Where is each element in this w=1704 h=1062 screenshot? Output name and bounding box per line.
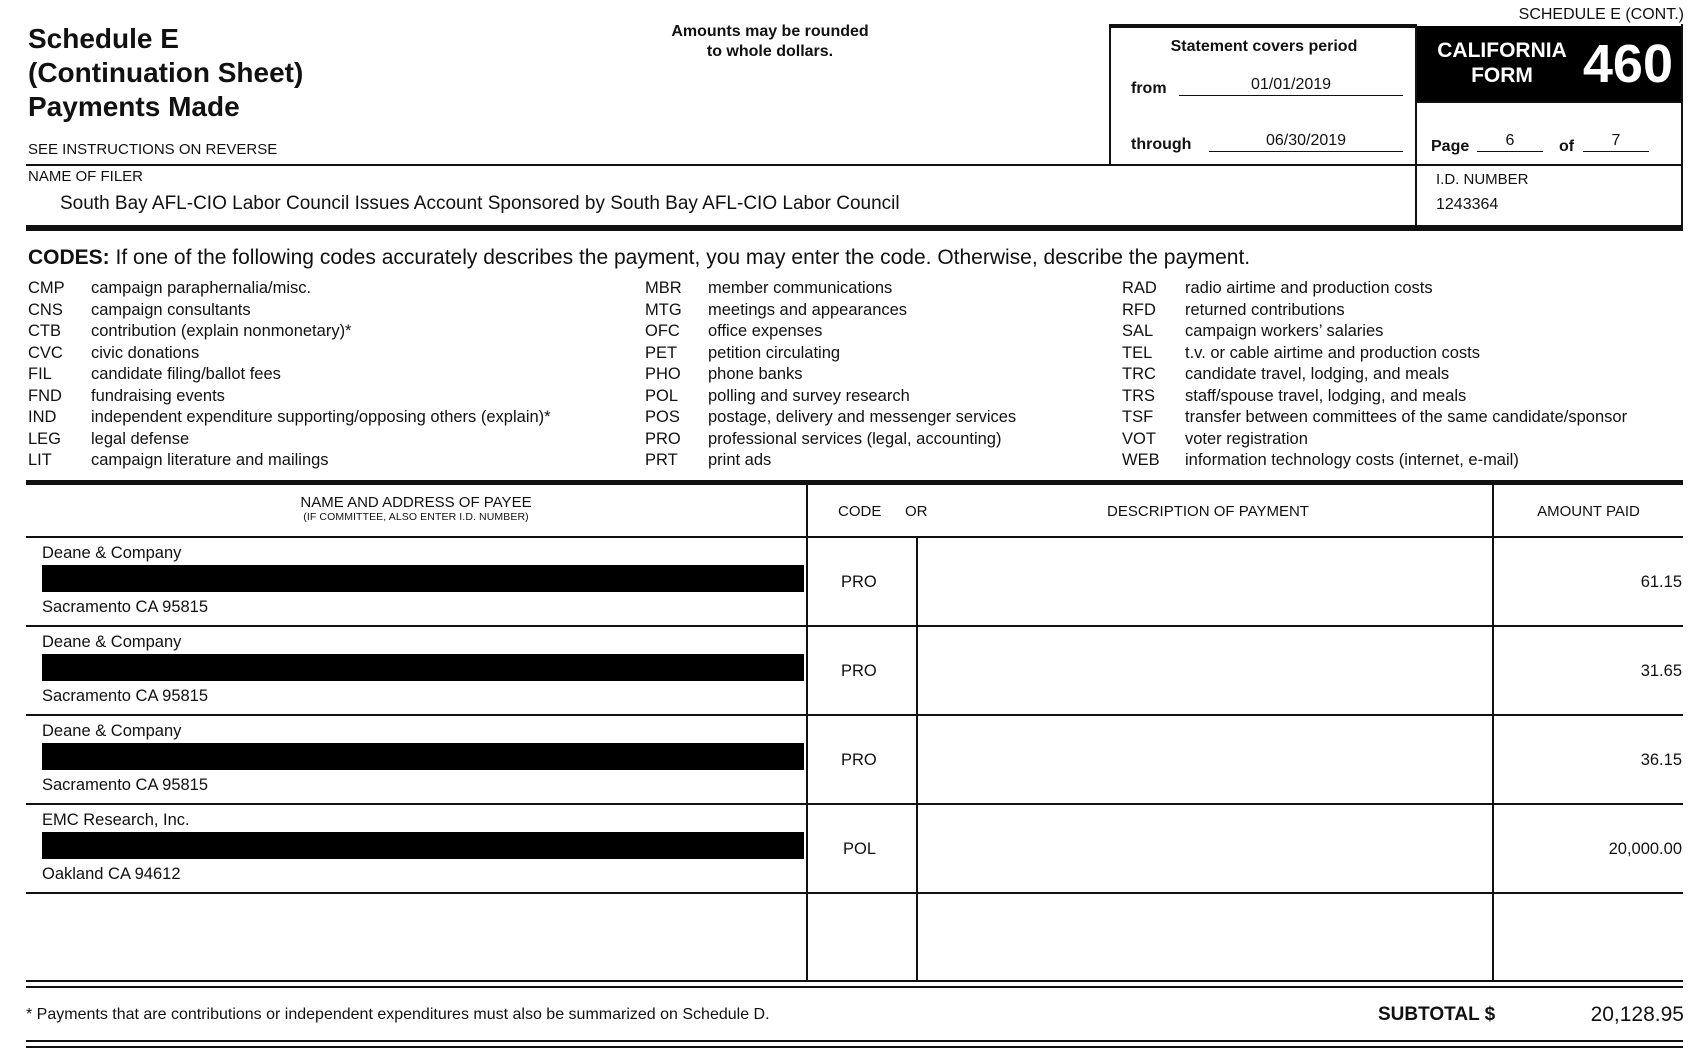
code-entry (645, 278, 1016, 300)
payee-column-header-label: NAME AND ADDRESS OF PAYEE (300, 494, 532, 511)
subtotal-label: SUBTOTAL $ (1378, 1004, 1496, 1025)
code-abbrev: POL (645, 386, 679, 405)
code-entry (1122, 407, 1627, 429)
code-entry (1122, 386, 1627, 408)
id-number-label: I.D. NUMBER (1436, 171, 1529, 188)
code-abbrev: CVC (28, 343, 63, 362)
code-entry (1122, 343, 1627, 365)
header-bottom-rule (26, 164, 1683, 166)
code-abbrev: PRO (645, 429, 681, 448)
filer-section-thick-rule (26, 225, 1683, 231)
code-entry (645, 321, 1016, 343)
code-description: campaign paraphernalia/misc. (91, 279, 312, 297)
page-number-area (1417, 102, 1683, 166)
payment-code[interactable]: PRO (841, 662, 877, 680)
code-description: civic donations (91, 343, 200, 362)
code-entry (1122, 450, 1627, 472)
of-label: of (1559, 138, 1575, 155)
code-entry (645, 429, 1016, 451)
code-abbrev: RFD (1122, 300, 1156, 319)
statement-period-title: Statement covers period (1170, 38, 1358, 55)
amount-column-header: AMOUNT PAID (1537, 503, 1640, 520)
description-column-header: DESCRIPTION OF PAYMENT (1107, 503, 1309, 520)
table-bottom-rule (26, 980, 1683, 982)
code-description: information technology costs (internet, e-mail) (1185, 451, 1519, 469)
code-abbrev: TRC (1122, 365, 1156, 383)
code-description: independent expenditure supporting/opposing others (explain)* (91, 408, 551, 426)
code-entry (1122, 278, 1627, 300)
description-amount-divider (1492, 485, 1494, 982)
code-abbrev: WEB (1122, 451, 1160, 469)
code-description-divider (916, 537, 918, 982)
redacted-address (42, 832, 804, 859)
code-description: phone banks (708, 365, 803, 383)
table-bottom-double-rule (26, 986, 1683, 988)
code-abbrev: OFC (645, 322, 680, 340)
form-number: 460 (1582, 34, 1673, 94)
code-description: print ads (708, 451, 772, 469)
header-row-rule (26, 536, 1683, 538)
code-abbrev: CTB (28, 322, 61, 340)
form-badge-line-1: CALIFORNIA (1437, 39, 1567, 62)
row-rule (26, 714, 1683, 716)
from-date-field[interactable]: 01/01/2019 (1179, 76, 1403, 96)
code-abbrev: FND (28, 386, 62, 405)
form-badge-bottom-border (1417, 101, 1683, 103)
code-entry (645, 364, 1016, 386)
through-date-field[interactable]: 06/30/2019 (1209, 132, 1403, 152)
payment-code[interactable]: PRO (841, 573, 877, 591)
code-abbrev: POS (645, 408, 680, 426)
payment-code[interactable]: POL (843, 840, 877, 858)
code-entry (645, 407, 1016, 429)
codes-column-3 (1122, 278, 1627, 472)
payee-city[interactable]: Sacramento CA 95815 (42, 687, 209, 705)
code-description: professional services (legal, accounting) (708, 429, 1002, 448)
code-abbrev: FIL (28, 365, 52, 383)
codes-heading-bold: CODES: (28, 246, 110, 269)
amount-paid[interactable]: 20,000.00 (1608, 840, 1682, 858)
code-description: candidate filing/ballot fees (91, 365, 281, 383)
payee-name[interactable]: Deane & Company (42, 544, 182, 562)
redacted-address (42, 743, 804, 770)
code-description: campaign consultants (91, 300, 251, 319)
see-instructions-note: SEE INSTRUCTIONS ON REVERSE (28, 141, 278, 158)
payee-city[interactable]: Sacramento CA 95815 (42, 776, 209, 794)
amount-paid[interactable]: 61.15 (1640, 573, 1682, 591)
code-entry (645, 343, 1016, 365)
code-description: staff/spouse travel, lodging, and meals (1185, 386, 1467, 405)
code-abbrev: PRT (645, 451, 678, 469)
codes-column-2 (645, 278, 1016, 472)
codes-heading-text: If one of the following codes accurately describes the payment, you may enter the code. Otherwise, describe the payment. (109, 246, 1251, 269)
id-number-field[interactable]: 1243364 (1436, 196, 1499, 213)
rounding-note-line-2: to whole dollars. (706, 43, 834, 60)
code-abbrev: TSF (1122, 408, 1154, 426)
codes-column-1 (28, 278, 551, 472)
statement-period-box (1109, 26, 1417, 166)
rounding-note (600, 22, 940, 62)
name-of-filer-field[interactable]: South Bay AFL-CIO Labor Council Issues Account Sponsored by South Bay AFL-CIO Labor Council (60, 193, 900, 214)
code-abbrev: MTG (645, 300, 682, 319)
code-abbrev: RAD (1122, 279, 1157, 297)
page-number-field[interactable]: 6 (1477, 132, 1543, 152)
code-entry (28, 407, 551, 429)
code-description: returned contributions (1185, 300, 1345, 319)
code-description: legal defense (91, 429, 190, 448)
code-abbrev: PET (645, 343, 678, 362)
code-entry (28, 343, 551, 365)
code-entry (645, 300, 1016, 322)
code-entry (645, 386, 1016, 408)
code-entry (28, 450, 551, 472)
payee-city[interactable]: Oakland CA 94612 (42, 865, 181, 883)
payee-city[interactable]: Sacramento CA 95815 (42, 598, 209, 616)
code-entry (28, 386, 551, 408)
code-description: office expenses (708, 322, 823, 340)
code-abbrev: TEL (1122, 343, 1153, 362)
code-entry (1122, 429, 1627, 451)
code-description: member communications (708, 279, 893, 297)
payee-name[interactable]: Deane & Company (42, 633, 182, 651)
form-badge-line-2: FORM (1471, 64, 1533, 87)
code-entry (645, 450, 1016, 472)
filer-id-divider (1415, 164, 1417, 230)
code-description: polling and survey research (708, 386, 910, 405)
code-description: fundraising events (91, 386, 225, 405)
subtotal-amount-field[interactable]: 20,128.95 (1590, 1003, 1684, 1026)
code-abbrev: SAL (1122, 322, 1154, 340)
code-description: campaign workers’ salaries (1185, 322, 1384, 340)
rounding-note-line-1: Amounts may be rounded (671, 23, 869, 40)
payee-name[interactable]: EMC Research, Inc. (42, 811, 190, 829)
code-description: campaign literature and mailings (91, 451, 329, 469)
payee-code-divider (806, 485, 808, 982)
payee-column-header (26, 494, 806, 523)
title-line-2: (Continuation Sheet) (28, 57, 304, 88)
period-box-top-border (1109, 24, 1417, 26)
code-abbrev: CMP (28, 279, 65, 297)
payment-code[interactable]: PRO (841, 751, 877, 769)
code-abbrev: IND (28, 408, 57, 426)
right-border (1681, 24, 1683, 230)
code-column-header: CODE (838, 503, 882, 520)
amount-paid[interactable]: 31.65 (1640, 662, 1682, 680)
code-abbrev: LEG (28, 429, 62, 448)
payee-name[interactable]: Deane & Company (42, 722, 182, 740)
code-entry (1122, 364, 1627, 386)
amount-paid[interactable]: 36.15 (1640, 751, 1682, 769)
code-entry (1122, 300, 1627, 322)
codes-heading (28, 246, 1250, 270)
footer-double-rule (26, 1046, 1683, 1048)
redacted-address (42, 565, 804, 592)
code-entry (1122, 321, 1627, 343)
code-abbrev: PHO (645, 365, 681, 383)
code-description: voter registration (1185, 429, 1308, 448)
page-total-field[interactable]: 7 (1583, 132, 1649, 152)
code-description: postage, delivery and messenger services (708, 408, 1017, 426)
table-top-thick-rule (26, 480, 1683, 485)
schedule-title (28, 22, 303, 124)
code-entry (28, 278, 551, 300)
payee-column-header-sub: (IF COMMITTEE, ALSO ENTER I.D. NUMBER) (303, 511, 529, 523)
row-rule (26, 625, 1683, 627)
row-rule (26, 892, 1683, 894)
form-badge-label (1427, 38, 1577, 88)
code-abbrev: TRS (1122, 386, 1155, 405)
code-entry (28, 429, 551, 451)
or-column-header: OR (905, 503, 928, 520)
period-form-divider (1415, 24, 1417, 166)
from-label: from (1131, 80, 1167, 97)
code-abbrev: VOT (1122, 429, 1156, 448)
code-entry (28, 321, 551, 343)
title-line-3: Payments Made (28, 91, 240, 122)
page-label: Page (1431, 138, 1470, 155)
code-entry (28, 300, 551, 322)
redacted-address (42, 654, 804, 681)
code-description: transfer between committees of the same candidate/sponsor (1185, 408, 1628, 426)
code-description: petition circulating (708, 343, 841, 362)
code-description: radio airtime and production costs (1185, 279, 1433, 297)
code-description: candidate travel, lodging, and meals (1185, 365, 1450, 383)
form-460-badge (1417, 26, 1683, 102)
footer-rule (26, 1040, 1683, 1042)
schedule-continuation-label: SCHEDULE E (CONT.) (1518, 6, 1684, 23)
title-line-1: Schedule E (28, 23, 179, 54)
through-label: through (1131, 136, 1192, 153)
code-description: contribution (explain nonmonetary)* (91, 322, 352, 340)
row-rule (26, 803, 1683, 805)
name-of-filer-label: NAME OF FILER (28, 168, 144, 185)
code-abbrev: CNS (28, 300, 63, 319)
code-entry (28, 364, 551, 386)
schedule-d-footnote: * Payments that are contributions or independent expenditures must also be summarized on Schedule D. (26, 1006, 770, 1023)
code-abbrev: LIT (28, 451, 52, 469)
code-abbrev: MBR (645, 279, 682, 297)
code-description: t.v. or cable airtime and production costs (1185, 343, 1481, 362)
code-description: meetings and appearances (708, 300, 908, 319)
